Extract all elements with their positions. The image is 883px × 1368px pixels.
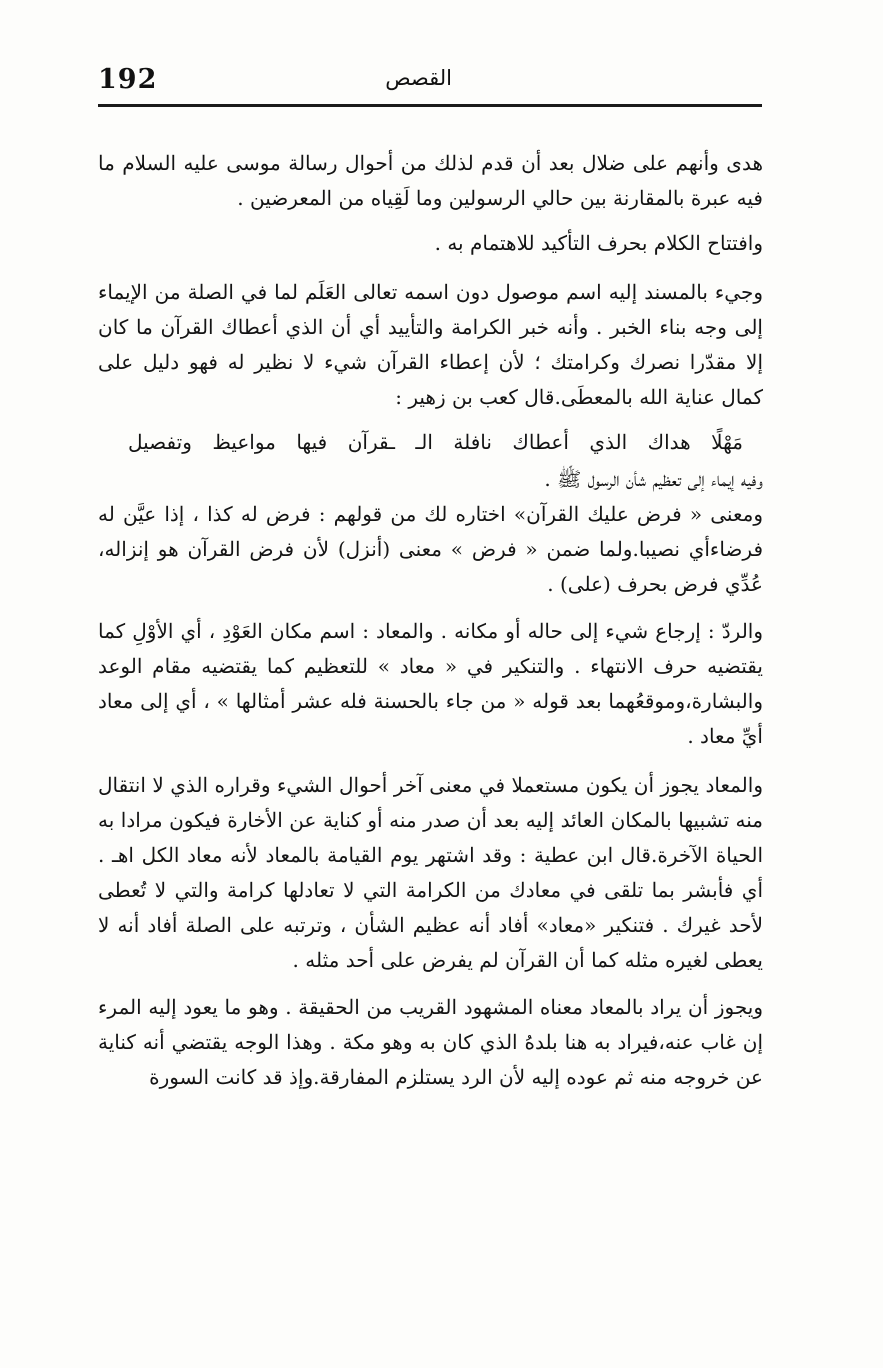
paragraph: وافتتاح الكلام بحرف التأكيد للاهتمام به .: [434, 231, 763, 255]
paragraph: والمعاد يجوز أن يكون مستعملا في معنى آخر أحوال الشيء وقراره الذي لا انتقال منه تشبيها بالمكان العائد إليه بعد أن صدر منه أو كناية عن الأخارة فيكون مرادا به الحياة الآخرة.قال ابن عطية : وقد اشتهر يوم القيامة بالمعاد لأنه معاد الكل اهـ . أي فأبشر بما تلقى في معادك من الكرامة التي لا تعادلها كرامة والتي لا تُعطى لأحد غيرك . فتنكير «معاد» أفاد أنه عظيم الشأن ، وترتبه على الصلة أفاد أنه لا يعطى لغيره مثله كما أن القرآن لم يفرض على أحد مثله .: [98, 773, 763, 972]
header-rule: [98, 104, 762, 107]
page-header: [98, 58, 762, 102]
paragraph: والردّ : إرجاع شيء إلى حاله أو مكانه . والمعاد : اسم مكان العَوْدِ ، أي الأوْلِ كما يقتضيه حرف الانتهاء . والتنكير في « معاد » للتعظيم كما يقتضيه مقام الوعد والبشارة،وموقعُهما بعد قوله « من جاء بالحسنة فله عشر أمثالها » ، أي إلى معاد أيِّ معاد .: [98, 619, 763, 748]
paragraph: هدى وأنهم على ضلال بعد أن قدم لذلك من أحوال رسالة موسى عليه السلام ما فيه عبرة بالمقارنة بين حالي الرسولين وما لَقِياه من المعرضين .: [98, 151, 763, 210]
paragraph: وفيه إيماء إلى تعظيم شأن الرسول ﷺ .: [544, 467, 763, 491]
running-title: القصص: [385, 66, 452, 90]
paragraph: ومعنى « فرض عليك القرآن» اختاره لك من قولهم : فرض له كذا ، إذا عيَّن له فرضاءأي نصيبا.ولما ضمن « فرض » معنى (أنزل) لأن فرض القرآن هو إنزاله، عُدِّي فرض بحرف (على) .: [98, 502, 763, 596]
paragraph: ويجوز أن يراد بالمعاد معناه المشهود القريب من الحقيقة . وهو ما يعود إليه المرء إن غاب عنه،فيراد به هنا بلدهُ الذي كان به وهو مكة . وهذا الوجه يقتضي أنه كناية عن خروجه منه ثم عوده إليه لأن الرد يستلزم المفارقة.وإذ قد كانت السورة: [98, 995, 763, 1089]
page-number: 192: [98, 64, 158, 95]
paragraph: وجيء بالمسند إليه اسم موصول دون اسمه تعالى العَلَم لما في الصلة من الإيماء إلى وجه بناء الخبر . وأنه خبر الكرامة والتأييد أي أن الذي أعطاك القرآن ما كان إلا مقدّرا نصرك وكرامتك ؛ لأن إعطاء القرآن شيء لا نظير له فهو دليل على كمال عناية الله بالمعطَى.قال كعب بن زهير :: [98, 280, 763, 409]
main-text: [98, 146, 763, 1095]
poetry-verse: مَهْلًا هداك الذي أعطاك نافلة الـ ـقرآن فيها مواعيظ وتفصيل: [128, 430, 743, 454]
